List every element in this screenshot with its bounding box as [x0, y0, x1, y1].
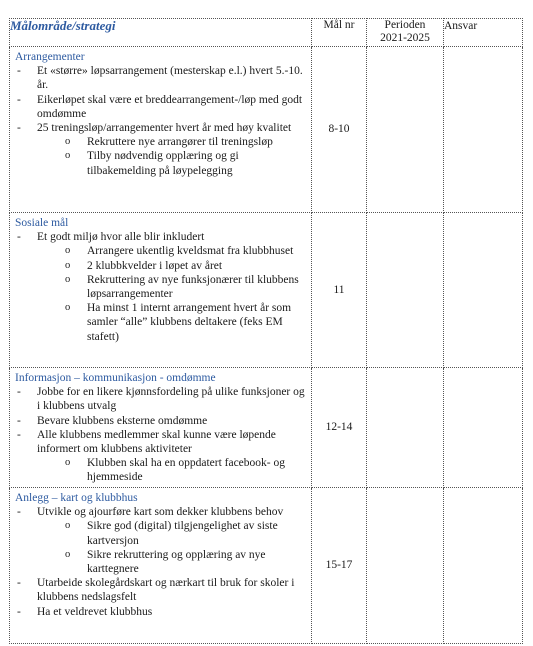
goal-number: 8-10 — [312, 47, 367, 213]
strategy-table — [9, 18, 523, 644]
goal-number: 12-14 — [312, 368, 367, 488]
responsible-cell — [444, 47, 523, 213]
responsible-cell — [444, 213, 523, 368]
section-cell — [10, 368, 312, 488]
goal-number: 15-17 — [312, 488, 367, 644]
list-item: - Eikerløpet skal være et breddearrangement-/løp med godt omdømme — [15, 93, 307, 121]
table-row — [10, 213, 523, 368]
table-row — [10, 488, 523, 644]
sub-list-item: o Ha minst 1 internt arrangement hvert år som samler “alle” klubbens deltakere (feks EM stafett) — [37, 301, 307, 344]
sub-list — [37, 519, 307, 576]
responsible-cell — [444, 488, 523, 644]
sub-list-item: o 2 klubbkvelder i løpet av året — [37, 259, 307, 273]
goal-list — [15, 64, 307, 178]
sub-list-item: o Sikre rekruttering og opplæring av nye karttegnere — [37, 548, 307, 576]
list-item: - Et godt miljø hvor alle blir inkludert o Arrangere ukentlig kveldsmat fra klubbhuset o 2 klubbkvelder i løpet av året o Rekruttering av nye funksjonærer til klubbens løpsarrangementer o Ha minst 1 internt arrangement hvert år som samler “alle” klubbens deltakere (feks EM stafett) — [15, 230, 307, 344]
list-item: - Jobbe for en likere kjønnsfordeling på ulike funksjoner og i klubbens utvalg — [15, 385, 307, 413]
sub-list-item: o Rekruttering av nye funksjonærer til klubbens løpsarrangementer — [37, 273, 307, 301]
sub-list-item: o Tilby nødvendig opplæring og gi tilbakemelding på løypelegging — [37, 149, 307, 177]
table-row — [10, 368, 523, 488]
section-cell — [10, 213, 312, 368]
list-item: - Alle klubbens medlemmer skal kunne være løpende informert om klubbens aktiviteter o Klubben skal ha en oppdatert facebook- og hjemmeside — [15, 428, 307, 485]
list-item: - Utvikle og ajourføre kart som dekker klubbens behov o Sikre god (digital) tilgjengelighet av siste kartversjon o Sikre rekruttering og opplæring av nye karttegnere — [15, 505, 307, 576]
list-item: - Bevare klubbens eksterne omdømme — [15, 414, 307, 428]
header-period-label: Perioden — [384, 19, 426, 31]
header-period-years: 2021-2025 — [380, 32, 430, 44]
section-title: Sosiale mål — [15, 217, 69, 229]
sub-list — [37, 135, 307, 178]
table-row — [10, 47, 523, 213]
table-header-row — [10, 19, 523, 47]
header-goal-number: Mål nr — [312, 19, 367, 47]
list-item: - Utarbeide skolegårdskart og nærkart til bruk for skoler i klubbens nedslagsfelt — [15, 576, 307, 604]
sub-list-item: o Klubben skal ha en oppdatert facebook- og hjemmeside — [37, 456, 307, 484]
goal-list — [15, 505, 307, 619]
sub-list-item: o Sikre god (digital) tilgjengelighet av siste kartversjon — [37, 519, 307, 547]
period-cell — [367, 47, 444, 213]
section-cell — [10, 488, 312, 644]
section-cell — [10, 47, 312, 213]
header-strategy: Målområde/strategi — [10, 19, 312, 47]
section-title: Informasjon – kommunikasjon - omdømme — [15, 372, 216, 384]
strategy-document — [9, 18, 523, 644]
responsible-cell — [444, 368, 523, 488]
list-item: - Et «større» løpsarrangement (mesterskap e.l.) hvert 5.-10. år. — [15, 64, 307, 92]
goal-number: 11 — [312, 213, 367, 368]
period-cell — [367, 213, 444, 368]
list-item: - Ha et veldrevet klubbhus — [15, 605, 307, 619]
sub-list — [37, 456, 307, 484]
section-title: Anlegg – kart og klubbhus — [15, 492, 138, 504]
section-title: Arrangementer — [15, 51, 85, 63]
header-period — [367, 19, 444, 47]
sub-list — [37, 244, 307, 343]
period-cell — [367, 488, 444, 644]
list-item: - 25 treningsløp/arrangementer hvert år med høy kvalitet o Rekruttere nye arrangører til treningsløp o Tilby nødvendig opplæring og gi tilbakemelding på løypelegging — [15, 121, 307, 178]
goal-list — [15, 385, 307, 484]
sub-list-item: o Arrangere ukentlig kveldsmat fra klubbhuset — [37, 244, 307, 258]
sub-list-item: o Rekruttere nye arrangører til treningsløp — [37, 135, 307, 149]
header-responsible: Ansvar — [444, 19, 523, 47]
goal-list — [15, 230, 307, 344]
period-cell — [367, 368, 444, 488]
